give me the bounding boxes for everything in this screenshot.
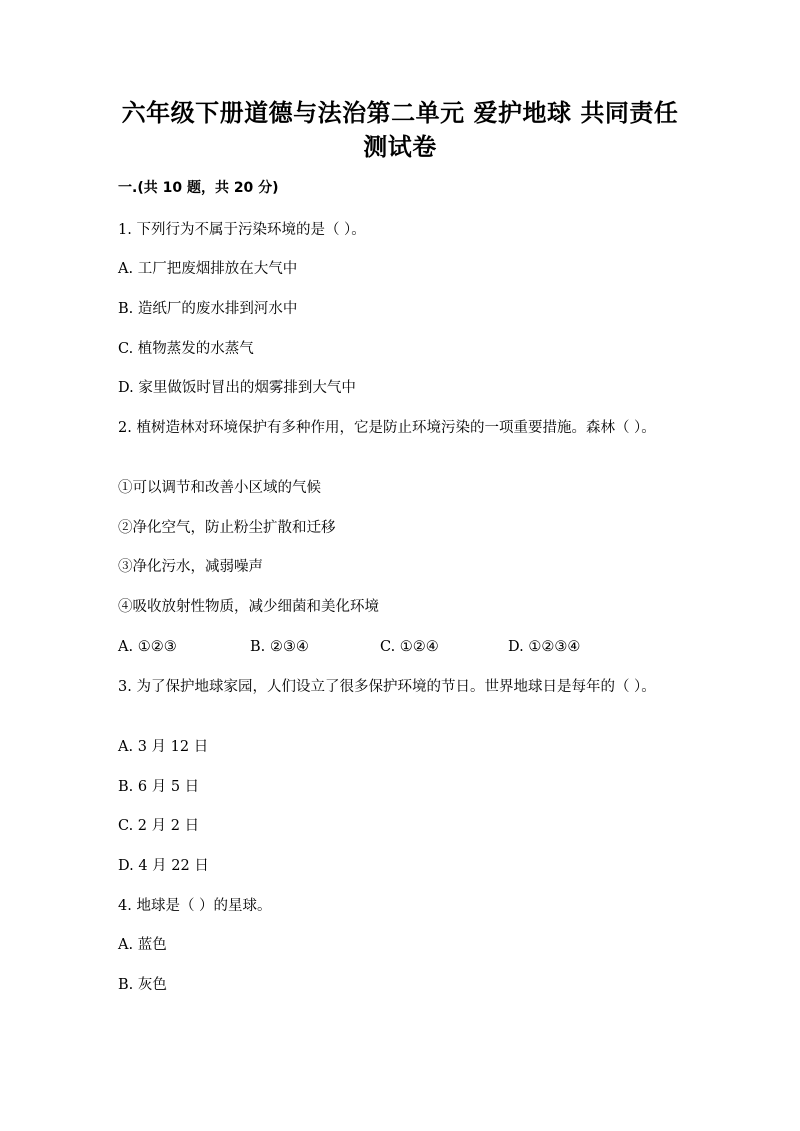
question-3-option-d: D. 4 月 22 日	[118, 858, 209, 874]
question-2-option-b: B. ②③④	[250, 639, 309, 655]
question-2-option-d: D. ①②③④	[508, 639, 581, 655]
question-2-options-row	[118, 637, 678, 657]
question-3-option-a: A. 3 月 12 日	[118, 739, 209, 755]
question-3-option-b: B. 6 月 5 日	[118, 779, 200, 795]
question-1-option-a: A. 工厂把废烟排放在大气中	[118, 261, 298, 277]
question-2-option-c: C. ①②④	[380, 639, 439, 655]
question-3-option-c: C. 2 月 2 日	[118, 818, 200, 834]
question-2-statement-4: ④吸收放射性物质，减少细菌和美化环境	[118, 599, 379, 615]
question-2-option-a: A. ①②③	[118, 639, 177, 655]
question-1-option-c: C. 植物蒸发的水蒸气	[118, 341, 254, 357]
question-2-statement-1: ①可以调节和改善小区域的气候	[118, 480, 321, 496]
question-2-statement-3: ③净化污水，减弱噪声	[118, 559, 263, 575]
section-header: 一.(共 10 题，共 20 分)	[118, 180, 279, 196]
question-4-option-b: B. 灰色	[118, 977, 167, 993]
question-4-option-a: A. 蓝色	[118, 937, 167, 953]
question-4-stem: 4. 地球是（ ）的星球。	[118, 898, 272, 914]
question-1-option-d: D. 家里做饭时冒出的烟雾排到大气中	[118, 380, 356, 396]
question-1-stem: 1. 下列行为不属于污染环境的是（ ）。	[118, 222, 366, 238]
question-2-stem: 2. 植树造林对环境保护有多种作用，它是防止环境污染的一项重要措施。森林（ ）。	[118, 420, 656, 436]
question-3-stem: 3. 为了保护地球家园，人们设立了很多保护环境的节日。世界地球日是每年的（ ）。	[118, 679, 656, 695]
question-1-option-b: B. 造纸厂的废水排到河水中	[118, 301, 298, 317]
question-2-statement-2: ②净化空气，防止粉尘扩散和迁移	[118, 520, 336, 536]
page-title: 六年级下册道德与法治第二单元 爱护地球 共同责任 测试卷	[121, 99, 679, 161]
